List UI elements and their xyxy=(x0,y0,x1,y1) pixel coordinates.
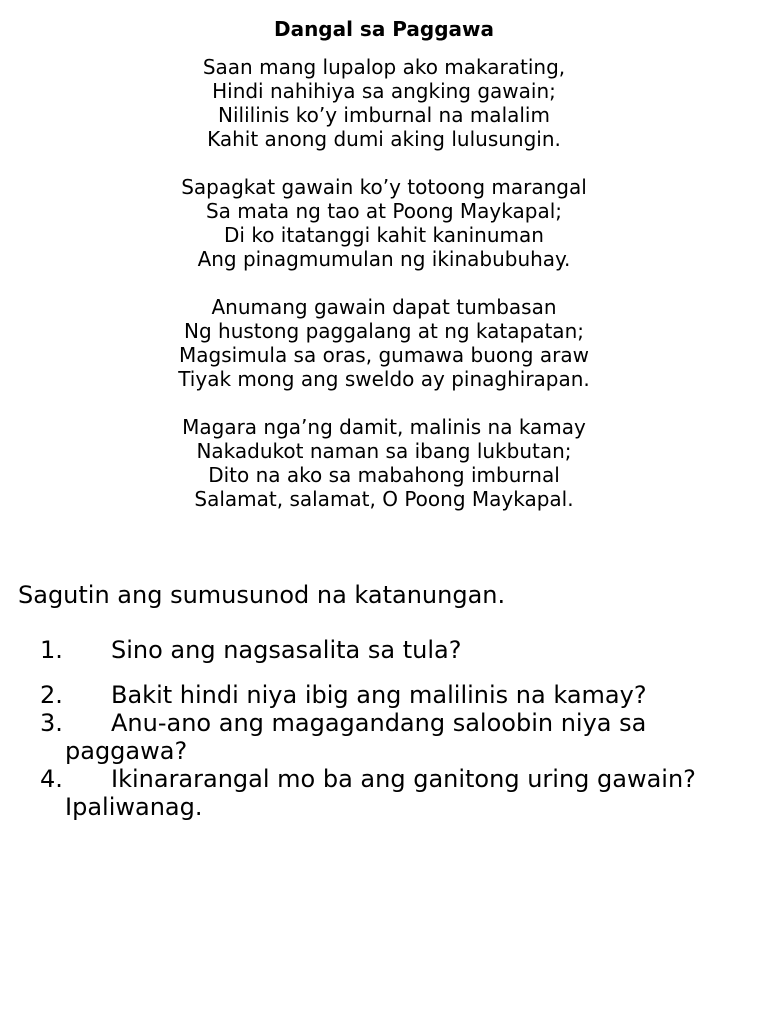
stanza-2 xyxy=(0,175,768,271)
poem-line: Nakadukot naman sa ibang lukbutan; xyxy=(196,439,572,463)
question-item-4 xyxy=(40,765,760,821)
stanza-1 xyxy=(0,55,768,151)
question-item-2 xyxy=(40,681,760,709)
poem-body xyxy=(0,55,768,535)
poem-line: Tiyak mong ang sweldo ay pinaghirapan. xyxy=(178,367,590,391)
poem-line: Magara nga’ng damit, malinis na kamay xyxy=(182,415,586,439)
poem-line: Saan mang lupalop ako makarating, xyxy=(202,55,566,79)
poem-title: Dangal sa Paggawa xyxy=(273,17,495,41)
question-number: 4. xyxy=(40,765,63,793)
poem-line: Ng hustong paggalang at ng katapatan; xyxy=(184,319,584,343)
stanza-4 xyxy=(0,415,768,511)
poem-line: Salamat, salamat, O Poong Maykapal. xyxy=(194,487,574,511)
poem-line: Nililinis ko’y imburnal na malalim xyxy=(218,103,550,127)
question-item-1 xyxy=(40,636,760,664)
poem-line: Hindi nahihiya sa angking gawain; xyxy=(212,79,556,103)
question-list xyxy=(40,636,760,821)
poem-line: Sapagkat gawain ko’y totoong marangal xyxy=(181,175,587,199)
question-text: Bakit hindi niya ibig ang malilinis na kamay? xyxy=(111,681,647,709)
poem-line: Ang pinagmumulan ng ikinabubuhay. xyxy=(197,247,571,271)
instruction-text: Sagutin ang sumusunod na katanungan. xyxy=(18,581,506,609)
question-number: 3. xyxy=(40,709,63,737)
poem-line: Kahit anong dumi aking lulusungin. xyxy=(207,127,561,151)
question-continuation: paggawa? xyxy=(65,737,188,765)
poem-line: Magsimula sa oras, gumawa buong araw xyxy=(179,343,589,367)
question-number: 1. xyxy=(40,636,63,664)
question-number: 2. xyxy=(40,681,63,709)
poem-line: Anumang gawain dapat tumbasan xyxy=(211,295,557,319)
poem-line: Sa mata ng tao at Poong Maykapal; xyxy=(205,199,562,223)
poem-line: Dito na ako sa mabahong imburnal xyxy=(208,463,560,487)
question-item-3 xyxy=(40,709,760,765)
stanza-3 xyxy=(0,295,768,391)
question-text: Ikinararangal mo ba ang ganitong uring gawain? xyxy=(111,765,696,793)
question-text: Anu-ano ang magagandang saloobin niya sa xyxy=(111,709,647,737)
question-continuation: Ipaliwanag. xyxy=(65,793,203,821)
poem-line: Di ko itatanggi kahit kaninuman xyxy=(224,223,544,247)
question-text: Sino ang nagsasalita sa tula? xyxy=(111,636,462,664)
